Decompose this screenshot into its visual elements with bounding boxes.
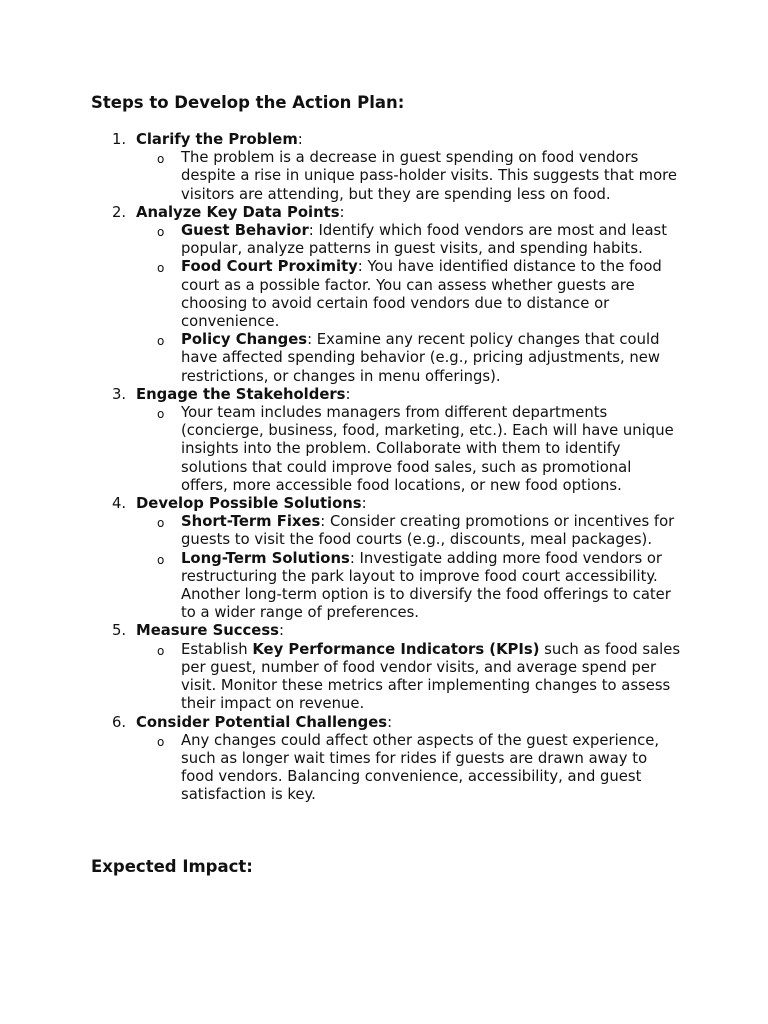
sub-list-item — [0, 641, 681, 714]
list-item-step — [0, 495, 768, 622]
bullet-icon: o — [157, 225, 165, 240]
sub-list — [136, 404, 768, 495]
sub-item-text: The problem is a decrease in guest spending on food vendors despite a rise in unique pass-holder visits. This suggests that more visitors are attending, but they are spending less on food. — [181, 149, 678, 203]
step-number: 3. — [112, 385, 127, 403]
sub-list — [136, 732, 768, 805]
step-title: Develop Possible Solutions — [136, 495, 362, 513]
list-item-step — [0, 622, 768, 713]
sub-list-item — [0, 404, 681, 495]
step-number: 5. — [112, 622, 127, 640]
sub-item-text: : You have identified distance to the food court as a possible factor. You can assess whether guests are choosing to avoid certain food vendors due to distance or convenience. — [181, 258, 662, 331]
sub-item-bold-label: Long-Term Solutions — [181, 549, 350, 567]
sub-list-item — [0, 258, 681, 331]
section-heading-expected-impact: Expected Impact: — [91, 857, 253, 876]
bullet-icon: o — [157, 516, 165, 531]
sub-item-text: Any changes could affect other aspects of the guest experience, such as longer wait times for rides if guests are drawn away to food vendors. Balancing convenience, accessibility, and guest satisfaction is key. — [181, 731, 660, 804]
sub-list — [136, 641, 768, 714]
step-number: 2. — [112, 203, 127, 221]
sub-item-text: Establish — [181, 640, 253, 658]
bullet-icon: o — [157, 552, 165, 567]
sub-list-item — [0, 550, 681, 623]
list-item-step — [0, 131, 768, 204]
sub-list — [136, 222, 768, 386]
list-item-step — [0, 714, 768, 805]
sub-item-text: : Examine any recent policy changes that could have affected spending behavior (e.g., pricing adjustments, new restrictions, or changes in menu offerings). — [181, 331, 660, 385]
sub-list — [136, 513, 768, 622]
sub-list-item — [0, 732, 681, 805]
sub-item-bold-label: Guest Behavior — [181, 222, 309, 240]
step-title: Consider Potential Challenges — [136, 713, 388, 731]
bullet-icon: o — [157, 734, 165, 749]
bullet-icon: o — [157, 407, 165, 422]
step-title-colon: : — [387, 713, 393, 731]
step-number: 6. — [112, 713, 127, 731]
step-number: 4. — [112, 495, 127, 513]
step-title: Engage the Stakeholders — [136, 385, 346, 403]
sub-list-item — [0, 149, 681, 204]
step-title: Analyze Key Data Points — [136, 203, 340, 221]
sub-list — [136, 149, 768, 204]
sub-item-text-continued: such as food sales per guest, number of food vendor visits, and average spend per visit. Monitor these metrics after implementing changes to assess their impact on revenue. — [181, 640, 681, 713]
list-item-step — [0, 204, 768, 386]
sub-list-item — [0, 513, 681, 549]
bullet-icon: o — [157, 152, 165, 167]
bullet-icon: o — [157, 643, 165, 658]
sub-list-item — [0, 222, 681, 258]
step-title-colon: : — [339, 203, 345, 221]
sub-item-text: : Investigate adding more food vendors or restructuring the park layout to improve food court accessibility. Another long-term option is to diversify the food offerings to cater to a wider range of preferences. — [181, 549, 671, 622]
steps-list — [0, 131, 768, 805]
sub-list-item — [0, 331, 681, 386]
step-title: Measure Success — [136, 622, 279, 640]
step-title-colon: : — [297, 131, 303, 148]
sub-item-bold-label: Short-Term Fixes — [181, 513, 321, 531]
sub-item-bold-label: Policy Changes — [181, 331, 308, 349]
list-item-step — [0, 386, 768, 495]
bullet-icon: o — [157, 334, 165, 349]
sub-item-text: : Identify which food vendors are most and least popular, analyze patterns in guest visits, and spending habits. — [181, 222, 668, 258]
step-number: 1. — [112, 131, 127, 148]
sub-item-bold-term: Key Performance Indicators (KPIs) — [252, 640, 540, 658]
step-title-colon: : — [361, 495, 367, 513]
step-title-colon: : — [345, 385, 351, 403]
step-title: Clarify the Problem — [136, 131, 298, 148]
sub-item-text: : Consider creating promotions or incentives for guests to visit the food courts (e.g., discounts, meal packages). — [181, 513, 675, 549]
sub-item-text: Your team includes managers from different departments (concierge, business, food, marketing, etc.). Each will have unique insights into the problem. Collaborate with them to identify solutions that could improve food sales, such as promotional offers, more accessible food locations, or new food options. — [181, 404, 674, 494]
bullet-icon: o — [157, 261, 165, 276]
sub-item-bold-label: Food Court Proximity — [181, 258, 358, 276]
section-heading-steps: Steps to Develop the Action Plan: — [91, 93, 405, 112]
step-title-colon: : — [278, 622, 284, 640]
